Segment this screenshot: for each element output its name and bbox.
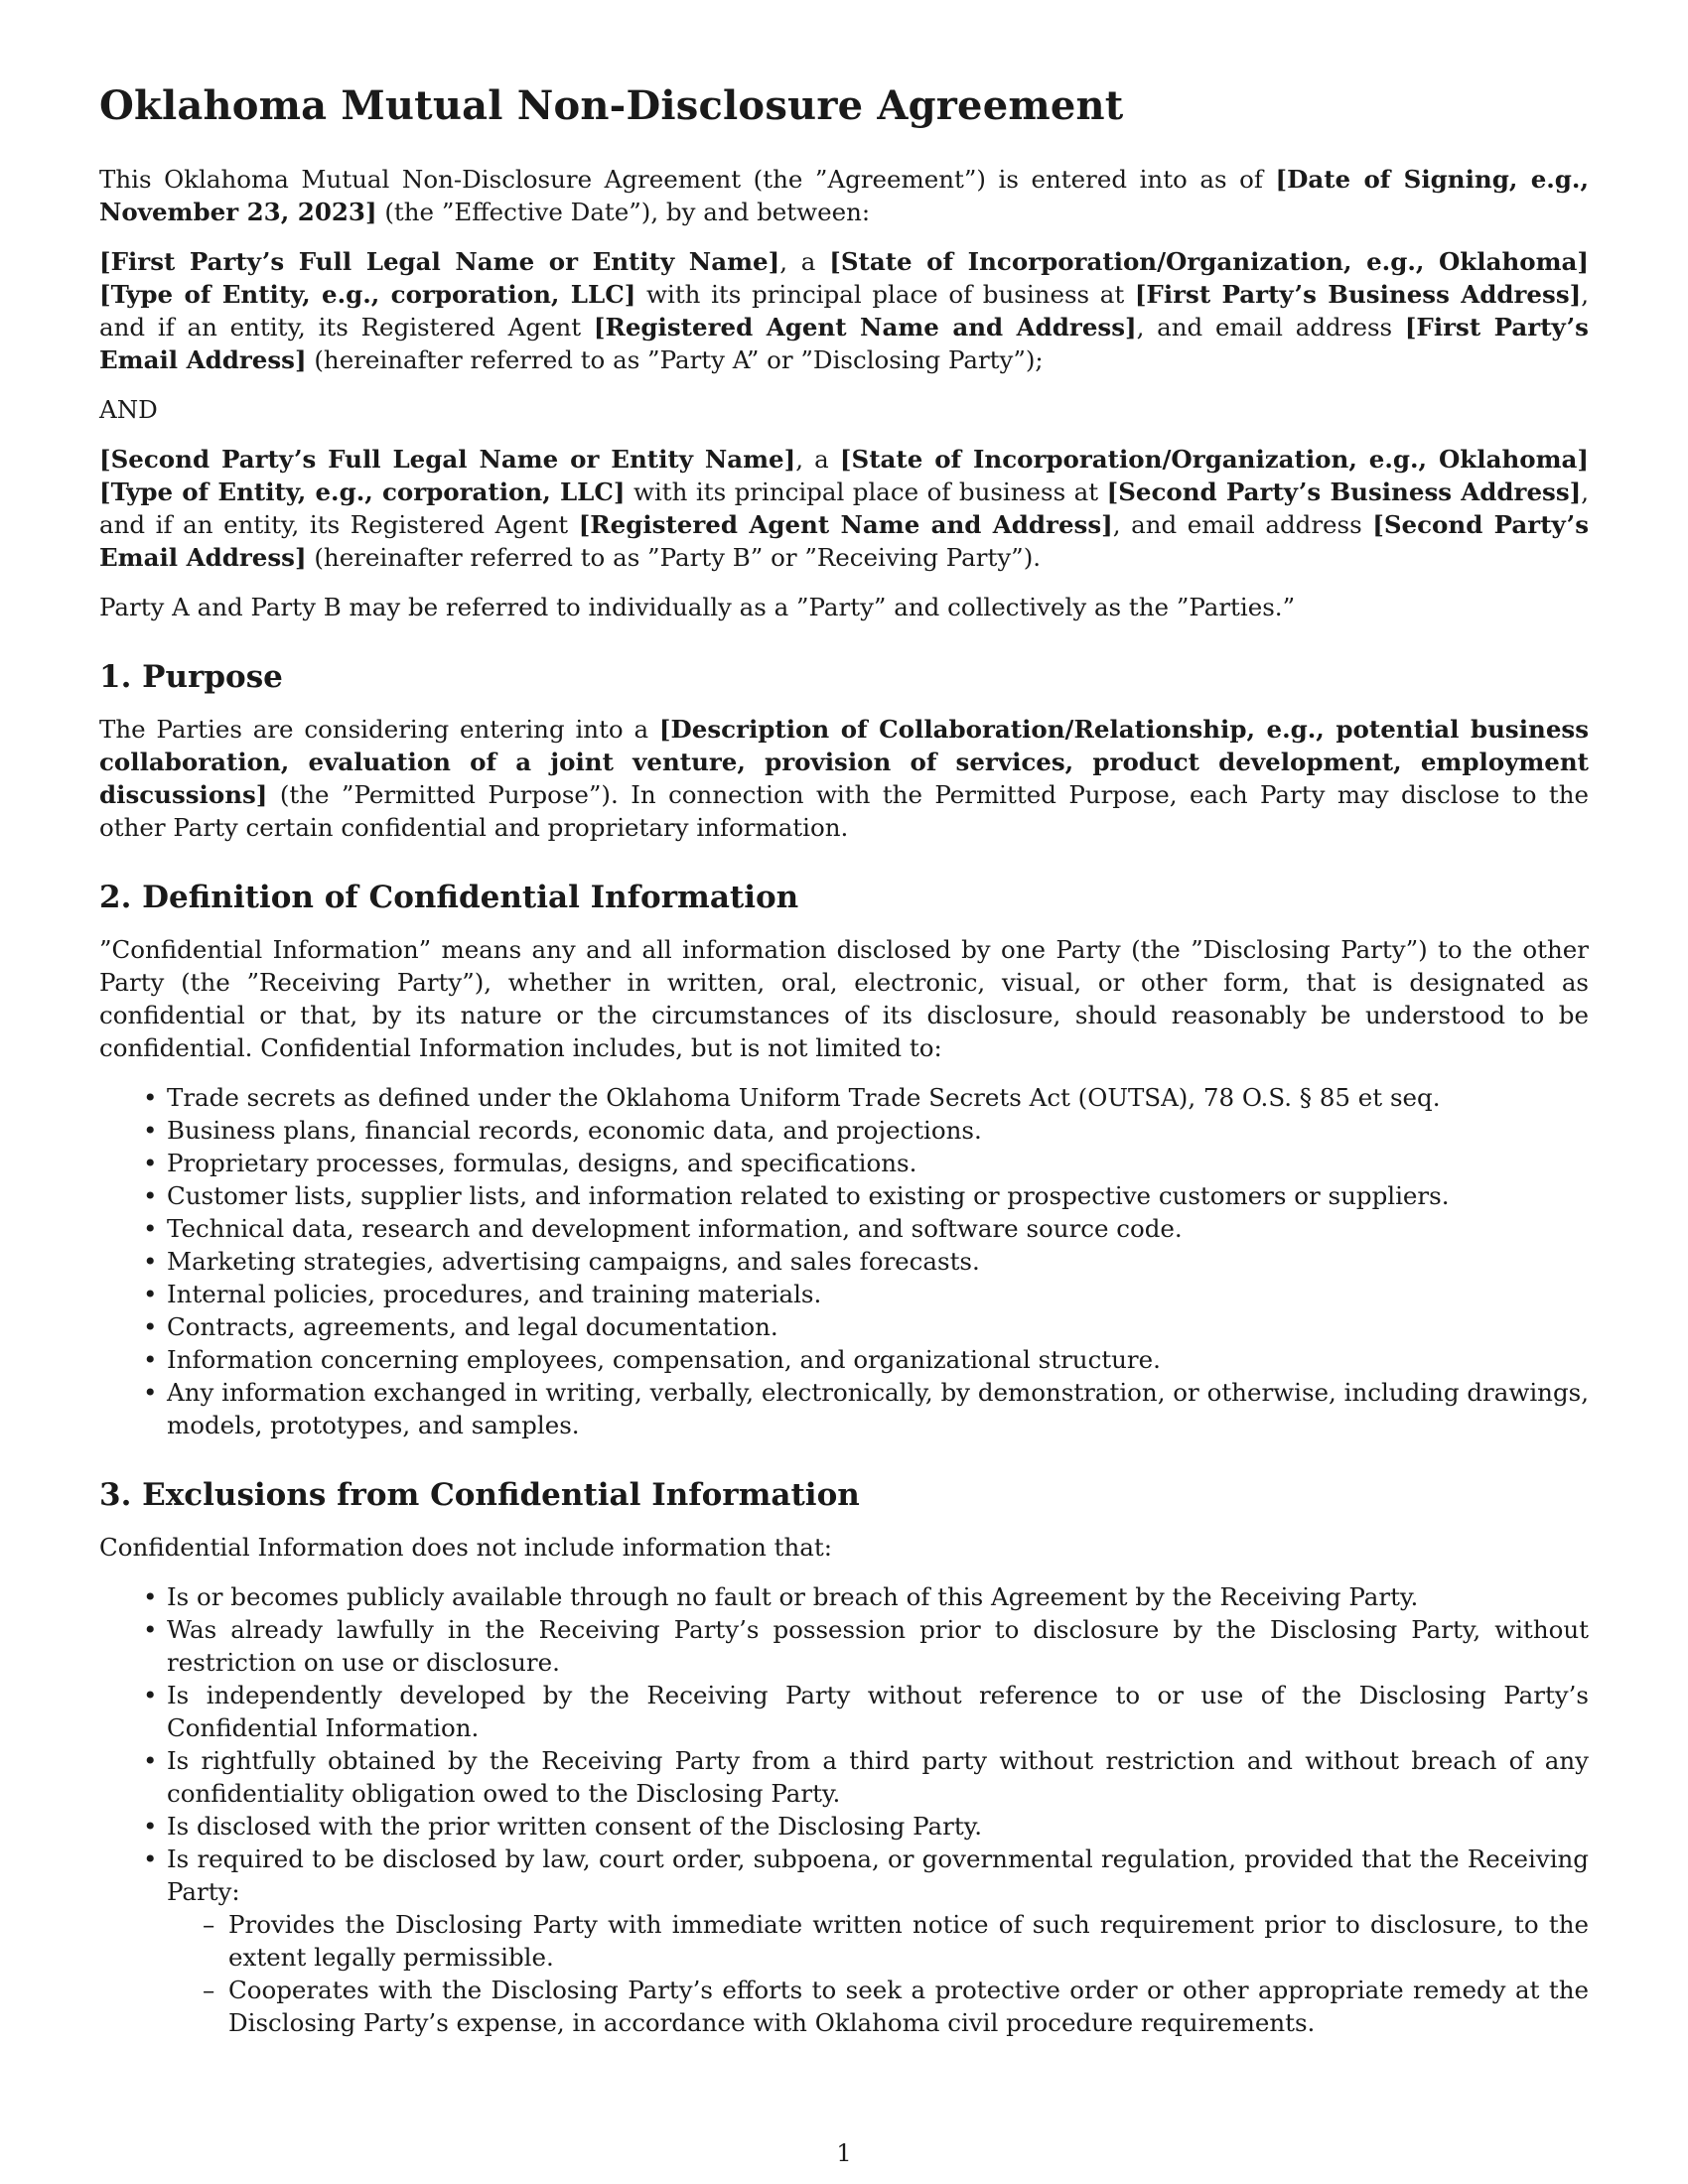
sub-list-item: – Provides the Disclosing Party with immediate written notice of such requirement prior to disclosure, to the extent legally permissible. [167,1908,1589,1974]
list-item: • Technical data, research and development information, and software source code. [99,1212,1589,1245]
section-3-heading: 3. Exclusions from Confidential Information [99,1477,860,1513]
document-title: Oklahoma Mutual Non-Disclosure Agreement [99,82,1124,129]
page-number: 1 [836,2139,852,2167]
list-item: • Is independently developed by the Receiving Party without reference to or use of the Disclosing Party’s Confidential Information. [99,1679,1589,1744]
party-a-agent-placeholder: [Registered Agent Name and Address] [593,313,1137,341]
party-b-agent-placeholder: [Registered Agent Name and Address] [578,510,1113,539]
section-3-paragraph: Confidential Information does not include information that: [99,1533,833,1562]
section-1-paragraph: The Parties are considering entering into a [Description of Collaboration/Relationship, e.g., potential business collaboration, evaluation of a joint venture, provision of services, product development, employment discussions] (the ”Permitted Purpose”). In connection with the Permitted Purpose, each Party may disclose to the other Party certain confidential and proprietary information. [99,715,1589,842]
document-page [99,81,1589,2056]
list-item: • Was already lawfully in the Receiving Party’s possession prior to disclosure by the Disclosing Party, without restriction on use or disclosure. [99,1613,1589,1679]
collaboration-description-placeholder: [Description of Collaboration/Relationship, e.g., potential business collaboration, evaluation of a joint venture, provision of services, product development, employment discussions] [99,715,1589,809]
list-item: • Trade secrets as defined under the Oklahoma Uniform Trade Secrets Act (OUTSA), 78 O.S. § 85 et seq. [99,1081,1589,1114]
confidential-info-list [99,1081,1589,1441]
sub-list [167,1908,1589,2039]
party-b-paragraph: [Second Party’s Full Legal Name or Entity Name], a [State of Incorporation/Organization, e.g., Oklahoma] [Type of Entity, e.g., corporation, LLC] with its principal place of business at [Second Party’s Business Address], and if an entity, its Registered Agent [Registered Agent Name and Address], and email address [Second Party’s Email Address] (hereinafter referred to as ”Party B” or ”Receiving Party”). [99,445,1590,572]
list-item: • Business plans, financial records, economic data, and projections. [99,1114,1589,1147]
party-b-email-placeholder: [Second Party’s Email Address] [99,510,1589,572]
party-b-name-placeholder: [Second Party’s Full Legal Name or Entity Name] [99,445,796,474]
list-item: • Proprietary processes, formulas, designs, and specifications. [99,1147,1589,1179]
intro-paragraph [99,163,1589,228]
party-b-address-placeholder: [Second Party’s Business Address] [1106,478,1582,506]
party-a-paragraph: [First Party’s Full Legal Name or Entity Name], a [State of Incorporation/Organization, e.g., Oklahoma] [Type of Entity, e.g., corporation, LLC] with its principal place of business at [First Party’s Business Address], and if an entity, its Registered Agent [Registered Agent Name and Address], and email address [First Party’s Email Address] (hereinafter referred to as ”Party A” or ”Disclosing Party”); [99,247,1590,374]
effective-date-placeholder: [Date of Signing, e.g., November 23, 2023] [99,165,1589,226]
list-item: • Is rightfully obtained by the Receiving Party from a third party without restriction and without breach of any confidentiality obligation owed to the Disclosing Party. [99,1744,1589,1810]
exclusions-list [99,1580,1589,2039]
and-separator: AND [99,395,158,424]
parties-note: Party A and Party B may be referred to individually as a ”Party” and collectively as the ”Parties.” [99,593,1296,621]
intro-text-2: (the ”Effective Date”), by and between: [376,198,871,226]
list-item: • Internal policies, procedures, and training materials. [99,1278,1589,1310]
section-2-paragraph: ”Confidential Information” means any and all information disclosed by one Party (the ”Disclosing Party”) to the other Party (the ”Receiving Party”), whether in written, oral, electronic, visual, or other form, that is designated as confidential or that, by its nature or the circumstances of its disclosure, should reasonably be understood to be confidential. Confidential Information includes, but is not limited to: [99,935,1589,1062]
party-b-state-placeholder: [State of Incorporation/Organization, e.g., Oklahoma] [839,445,1589,474]
party-a-email-placeholder: [First Party’s Email Address] [99,313,1589,374]
section-2-heading: 2. Definition of Confidential Information [99,880,799,915]
list-item: • Is or becomes publicly available through no fault or breach of this Agreement by the Receiving Party. [99,1580,1589,1613]
party-a-name-placeholder: [First Party’s Full Legal Name or Entity Name] [99,247,780,276]
list-item-with-subitems [99,1843,1589,2039]
list-item-text: Is required to be disclosed by law, court order, subpoena, or governmental regulation, provided that the Receiving Party: [167,1844,1589,1906]
list-item: • Is disclosed with the prior written consent of the Disclosing Party. [99,1810,1589,1843]
party-b-entity-type-placeholder: [Type of Entity, e.g., corporation, LLC] [99,478,626,506]
party-a-address-placeholder: [First Party’s Business Address] [1134,280,1582,309]
list-item: • Customer lists, supplier lists, and information related to existing or prospective customers or suppliers. [99,1179,1589,1212]
list-item: • Marketing strategies, advertising campaigns, and sales forecasts. [99,1245,1589,1278]
intro-text-1: This Oklahoma Mutual Non-Disclosure Agreement (the ”Agreement”) is entered into as of [99,165,1276,194]
party-a-entity-type-placeholder: [Type of Entity, e.g., corporation, LLC] [99,280,636,309]
list-item: • Any information exchanged in writing, verbally, electronically, by demonstration, or otherwise, including drawings, models, prototypes, and samples. [99,1376,1589,1441]
party-a-state-placeholder: [State of Incorporation/Organization, e.g., Oklahoma] [829,247,1590,276]
list-item: • Information concerning employees, compensation, and organizational structure. [99,1343,1589,1376]
sub-list-item: – Cooperates with the Disclosing Party’s efforts to seek a protective order or other appropriate remedy at the Disclosing Party’s expense, in accordance with Oklahoma civil procedure requirements. [167,1974,1589,2039]
list-item: • Contracts, agreements, and legal documentation. [99,1310,1589,1343]
section-1-heading: 1. Purpose [99,659,283,695]
